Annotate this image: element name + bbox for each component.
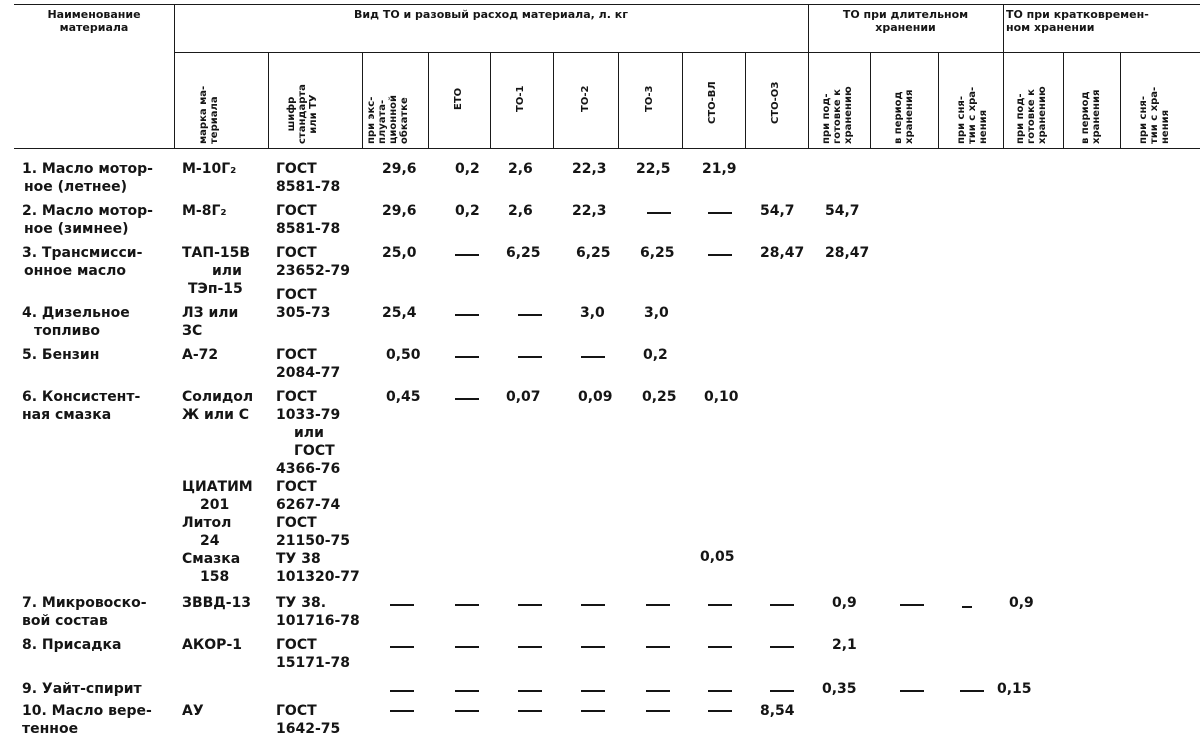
value-short-prep: 0,9 (1009, 595, 1034, 611)
col-divider (618, 52, 619, 148)
dash-sto-vl (708, 690, 732, 692)
standard-code: ГОСТ 1033-79 или ГОСТ 4366-76 (276, 389, 341, 477)
table-top-rule (14, 4, 1200, 5)
material-brand: АУ (182, 703, 204, 719)
dash-to1 (518, 356, 542, 358)
material-name: 10. Масло вере- тенное (22, 703, 152, 737)
material-brand: ТАП-15В или ТЭп-15 (182, 245, 251, 297)
value-obkatka: 25,0 (382, 245, 417, 261)
value-to2: 22,3 (572, 161, 607, 177)
dash-to3 (647, 212, 671, 214)
value-long-prep: 0,9 (832, 595, 857, 611)
value-long-prep: 2,1 (832, 637, 857, 653)
value-to1: 0,07 (506, 389, 541, 405)
dash-to3 (646, 710, 670, 712)
value-sto-vl: 0,10 (704, 389, 739, 405)
dash-to3 (646, 690, 670, 692)
subheader-sto-vl: СТО-ВЛ (707, 81, 718, 124)
dash-long-removal (962, 606, 972, 608)
material-brand: А-72 (182, 347, 219, 363)
material-brand: Литол 24 (182, 515, 232, 549)
value-to1: 6,25 (506, 245, 541, 261)
dash-sto-oz (770, 604, 794, 606)
dash-to3 (646, 604, 670, 606)
dash-obkatka (390, 646, 414, 648)
value-long-prep: 54,7 (825, 203, 860, 219)
material-brand: ЦИАТИМ 201 (182, 479, 253, 513)
standard-code: ГОСТ 2084-77 (276, 347, 341, 381)
col-divider (938, 52, 939, 148)
value-long-prep: 28,47 (825, 245, 870, 261)
dash-to2 (581, 690, 605, 692)
dash-to1 (518, 646, 542, 648)
value-eto: 0,2 (455, 203, 480, 219)
dash-eto (455, 398, 479, 400)
material-name: 9. Уайт-спирит (22, 681, 142, 697)
material-name: 2. Масло мотор- ное (зимнее) (22, 203, 153, 237)
header-group-short-storage: ТО при кратковремен- ном хранении (1006, 8, 1149, 34)
material-brand: Смазка 158 (182, 551, 241, 585)
value-obkatka: 29,6 (382, 203, 417, 219)
material-name: 7. Микровоско- вой состав (22, 595, 147, 629)
subheader-sto-oz: СТО-ОЗ (770, 81, 781, 124)
col-divider (490, 52, 491, 148)
subheader-short-prep: при под- готовке к хранению (1015, 86, 1048, 144)
material-brand: ЛЗ или ЗС (182, 305, 239, 339)
value-to3: 22,5 (636, 161, 671, 177)
value-to3: 6,25 (640, 245, 675, 261)
dash-sto-vl (708, 710, 732, 712)
col-divider (1003, 4, 1004, 148)
standard-code: ГОСТ 305-73 (276, 287, 331, 321)
value-sto-vl: 0,05 (700, 549, 735, 565)
dash-long-removal (960, 690, 984, 692)
dash-to2 (581, 646, 605, 648)
col-divider (362, 52, 363, 148)
subheader-short-during: в период хранения (1080, 89, 1102, 144)
value-short-prep: 0,15 (997, 681, 1032, 697)
material-name: 1. Масло мотор- ное (летнее) (22, 161, 153, 195)
value-to2: 22,3 (572, 203, 607, 219)
material-brand: М-10Г₂ (182, 161, 237, 177)
dash-long-during (900, 690, 924, 692)
dash-to2 (581, 356, 605, 358)
material-name: 4. Дизельное топливо (22, 305, 130, 339)
dash-to1 (518, 314, 542, 316)
col-divider (870, 52, 871, 148)
material-name: 3. Трансмисси- онное масло (22, 245, 143, 279)
value-to2: 0,09 (578, 389, 613, 405)
dash-sto-vl (708, 254, 732, 256)
value-long-prep: 0,35 (822, 681, 857, 697)
col-divider (553, 52, 554, 148)
subheader-to2: ТО-2 (580, 85, 591, 112)
dash-obkatka (390, 710, 414, 712)
material-brand: М-8Г₂ (182, 203, 227, 219)
value-obkatka: 0,45 (386, 389, 421, 405)
dash-eto (455, 690, 479, 692)
col-divider (428, 52, 429, 148)
value-to2: 6,25 (576, 245, 611, 261)
dash-sto-oz (770, 646, 794, 648)
material-name: 8. Присадка (22, 637, 122, 653)
value-sto-vl: 21,9 (702, 161, 737, 177)
value-obkatka: 25,4 (382, 305, 417, 321)
material-brand: ЗВВД-13 (182, 595, 252, 611)
header-material-name: Наименование материала (47, 8, 141, 34)
standard-code: ГОСТ 21150-75 (276, 515, 350, 549)
subheader-long-removal: при сня- тии с хра- нения (956, 86, 989, 144)
value-obkatka: 29,6 (382, 161, 417, 177)
dash-eto (455, 646, 479, 648)
value-sto-oz: 54,7 (760, 203, 795, 219)
dash-eto (455, 356, 479, 358)
group-header-rule (174, 52, 1200, 53)
material-name: 6. Консистент- ная смазка (22, 389, 141, 423)
value-eto: 0,2 (455, 161, 480, 177)
dash-to2 (581, 604, 605, 606)
header-group-main: Вид ТО и разовый расход материала, л. кг (354, 8, 628, 21)
header-group-long-storage: ТО при длительном хранении (842, 8, 969, 34)
standard-code: ТУ 38 101320-77 (276, 551, 360, 585)
value-to3: 0,2 (643, 347, 668, 363)
header-bottom-rule (14, 148, 1200, 149)
standard-code: ТУ 38. 101716-78 (276, 595, 360, 629)
dash-to3 (646, 646, 670, 648)
col-divider (1063, 52, 1064, 148)
value-sto-oz: 8,54 (760, 703, 795, 719)
subheader-eto: ЕТО (453, 87, 464, 110)
subheader-marka: марка ма- териала (198, 85, 220, 144)
dash-obkatka (390, 604, 414, 606)
dash-sto-vl (708, 212, 732, 214)
dash-eto (455, 710, 479, 712)
value-to1: 2,6 (508, 161, 533, 177)
value-to3: 0,25 (642, 389, 677, 405)
standard-code: ГОСТ 23652-79 (276, 245, 350, 279)
col-divider (745, 52, 746, 148)
subheader-shifr: шифр стандарта или ТУ (286, 84, 319, 144)
dash-eto (455, 254, 479, 256)
dash-sto-oz (770, 690, 794, 692)
subheader-short-removal: при сня- тии с хра- нения (1138, 86, 1171, 144)
dash-to1 (518, 604, 542, 606)
dash-eto (455, 314, 479, 316)
col-divider (1120, 52, 1121, 148)
material-name: 5. Бензин (22, 347, 100, 363)
value-to2: 3,0 (580, 305, 605, 321)
dash-long-during (900, 604, 924, 606)
standard-code: ГОСТ 8581-78 (276, 161, 341, 195)
value-to1: 2,6 (508, 203, 533, 219)
value-to3: 3,0 (644, 305, 669, 321)
dash-sto-vl (708, 604, 732, 606)
dash-to1 (518, 690, 542, 692)
value-obkatka: 0,50 (386, 347, 421, 363)
standard-code: ГОСТ 6267-74 (276, 479, 341, 513)
col-divider (268, 52, 269, 148)
col-divider (174, 4, 175, 148)
subheader-long-during: в период хранения (893, 89, 915, 144)
dash-obkatka (390, 690, 414, 692)
dash-sto-vl (708, 646, 732, 648)
material-brand: АКОР-1 (182, 637, 242, 653)
subheader-to3: ТО-3 (644, 85, 655, 112)
dash-to2 (581, 710, 605, 712)
dash-eto (455, 604, 479, 606)
subheader-obkatka: при экс- плуата- ционной обкатке (366, 95, 410, 144)
subheader-to1: ТО-1 (515, 85, 526, 112)
dash-to1 (518, 710, 542, 712)
standard-code: ГОСТ 1642-75 (276, 703, 341, 737)
standard-code: ГОСТ 8581-78 (276, 203, 341, 237)
material-brand: Солидол Ж или С (182, 389, 254, 423)
standard-code: ГОСТ 15171-78 (276, 637, 350, 671)
col-divider (682, 52, 683, 148)
subheader-long-prep: при под- готовке к хранению (821, 86, 854, 144)
value-sto-oz: 28,47 (760, 245, 805, 261)
